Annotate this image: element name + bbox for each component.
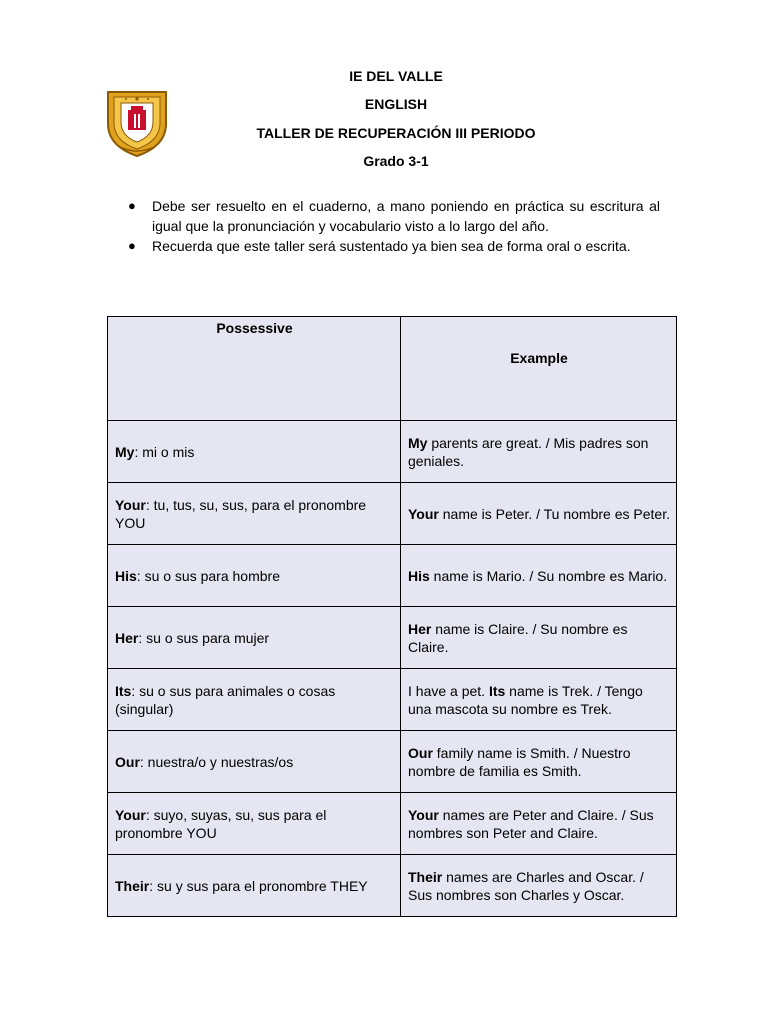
table-header-row: [108, 317, 677, 421]
example-rest: name is Trek. / Tengo una mascota su nombre es Trek.: [408, 682, 643, 717]
example-word: Your: [408, 505, 439, 522]
example-pre: I have a pet.: [408, 682, 489, 699]
possessive-cell: [108, 545, 401, 607]
example-word: His: [408, 567, 430, 584]
possessive-meaning: : suyo, suyas, su, sus para el pronombre YOU: [115, 806, 327, 841]
example-cell: [401, 421, 677, 483]
example-word: Our: [408, 744, 433, 761]
table-row: [108, 607, 677, 669]
possessive-word: Your: [115, 496, 146, 513]
example-cell: [401, 669, 677, 731]
example-cell: [401, 731, 677, 793]
table-row: [108, 669, 677, 731]
possessive-cell: [108, 731, 401, 793]
school-name: IE DEL VALLE: [349, 68, 443, 84]
instructions-list: [126, 196, 660, 256]
table-row: [108, 483, 677, 545]
subject-title: ENGLISH: [364, 96, 428, 112]
possessive-meaning: : tu, tus, su, sus, para el pronombre YOU: [115, 496, 367, 531]
header-possessive: Possessive: [108, 317, 401, 421]
instruction-text: Debe ser resuelto en el cuaderno, a mano poniendo en práctica su escritura al igual que la pronunciación y vocabulario visto a lo largo del año.: [152, 198, 660, 234]
table-row: [108, 855, 677, 917]
workshop-title: TALLER DE RECUPERACIÓN III PERIODO: [256, 125, 536, 141]
instruction-text: Recuerda que este taller será sustentado ya bien sea de forma oral o escrita.: [152, 238, 631, 254]
bullet-icon: ●: [128, 238, 136, 253]
example-rest: names are Charles and Oscar. / Sus nombres son Charles y Oscar.: [408, 868, 644, 903]
possessive-word: Their: [115, 877, 150, 894]
possessive-word: His: [115, 567, 137, 584]
example-rest: name is Mario. / Su nombre es Mario.: [429, 567, 668, 584]
header-example: Example: [401, 317, 677, 421]
possessive-word: My: [115, 443, 135, 460]
table-row: [108, 545, 677, 607]
example-rest: parents are great. / Mis padres son geniales.: [408, 434, 649, 469]
example-word: My: [408, 434, 428, 451]
grade-label: Grado 3-1: [363, 153, 429, 169]
example-cell: [401, 793, 677, 855]
example-word: Its: [488, 682, 506, 699]
possessive-cell: [108, 421, 401, 483]
instruction-item: [126, 196, 660, 236]
example-cell: [401, 483, 677, 545]
possessive-cell: [108, 607, 401, 669]
possessive-meaning: : su y sus para el pronombre THEY: [149, 877, 368, 894]
possessive-meaning: : su o sus para animales o cosas (singular): [115, 682, 336, 717]
table-row: [108, 793, 677, 855]
possessive-word: Your: [115, 806, 146, 823]
example-rest: name is Claire. / Su nombre es Claire.: [408, 620, 628, 655]
table-row: [108, 421, 677, 483]
example-rest: names are Peter and Claire. / Sus nombres son Peter and Claire.: [408, 806, 654, 841]
possessive-meaning: : su o sus para hombre: [136, 567, 280, 584]
example-cell: [401, 855, 677, 917]
example-word: Her: [408, 620, 432, 637]
possessive-meaning: : nuestra/o y nuestras/os: [139, 753, 294, 770]
example-cell: [401, 607, 677, 669]
bullet-icon: ●: [128, 198, 136, 213]
possessive-cell: [108, 669, 401, 731]
possessive-word: Its: [115, 682, 132, 699]
example-rest: name is Peter. / Tu nombre es Peter.: [438, 505, 670, 522]
possessive-word: Her: [115, 629, 139, 646]
possessive-cell: [108, 793, 401, 855]
table-row: [108, 731, 677, 793]
example-rest: family name is Smith. / Nuestro nombre de familia es Smith.: [408, 744, 631, 779]
possessive-cell: [108, 855, 401, 917]
possessive-meaning: : su o sus para mujer: [138, 629, 270, 646]
possessive-cell: [108, 483, 401, 545]
example-cell: [401, 545, 677, 607]
example-word: Their: [408, 868, 443, 885]
possessive-meaning: : mi o mis: [134, 443, 195, 460]
instruction-item: [126, 236, 660, 256]
possessive-word: Our: [115, 753, 140, 770]
possessives-table: [107, 316, 677, 917]
example-word: Your: [408, 806, 439, 823]
